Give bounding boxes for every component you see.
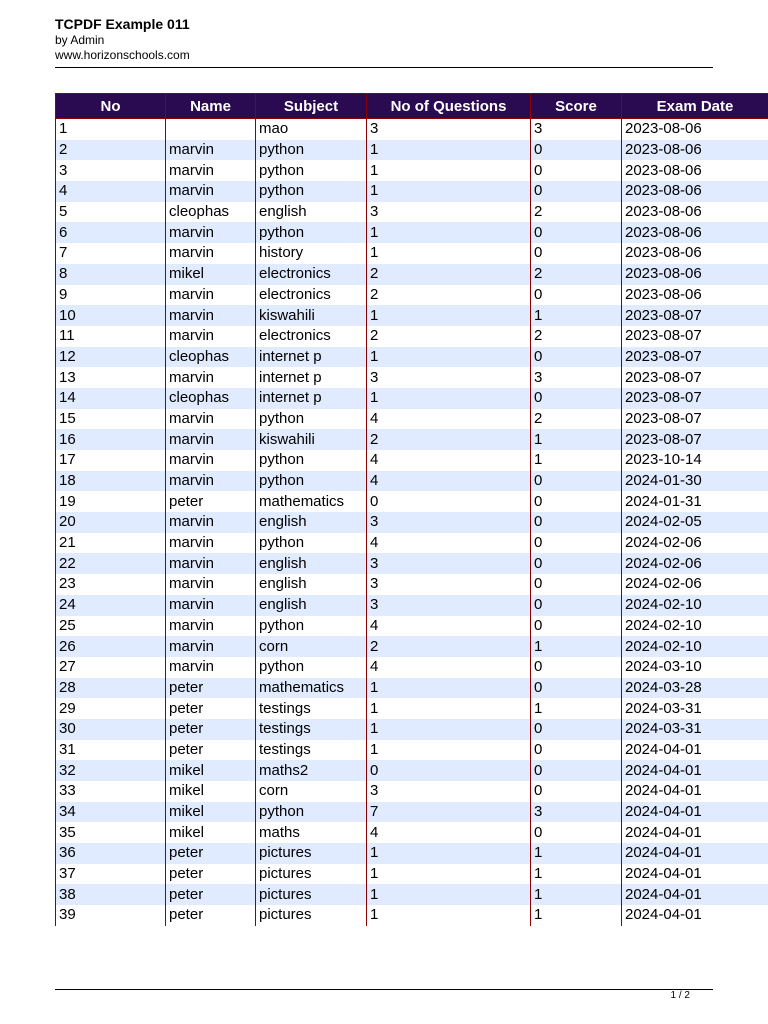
cell-no: 21 [56, 533, 166, 554]
cell-score: 2 [531, 409, 622, 430]
cell-score: 0 [531, 781, 622, 802]
table-row [56, 781, 768, 802]
cell-exam-date: 2024-04-01 [622, 760, 768, 781]
cell-exam-date: 2023-08-06 [622, 181, 768, 202]
cell-subject: electronics [256, 285, 367, 306]
cell-score: 3 [531, 367, 622, 388]
cell-no: 14 [56, 388, 166, 409]
cell-name: marvin [166, 409, 256, 430]
document-website: www.horizonschools.com [55, 48, 190, 62]
cell-no: 11 [56, 326, 166, 347]
cell-no: 23 [56, 574, 166, 595]
cell-name: peter [166, 864, 256, 885]
cell-questions: 3 [367, 574, 531, 595]
cell-score: 1 [531, 305, 622, 326]
document-author: by Admin [55, 33, 105, 47]
cell-subject: internet p [256, 367, 367, 388]
cell-exam-date: 2023-08-07 [622, 305, 768, 326]
cell-name: marvin [166, 657, 256, 678]
cell-exam-date: 2023-08-06 [622, 285, 768, 306]
table-row [56, 595, 768, 616]
cell-subject: internet p [256, 347, 367, 368]
column-header-exam-date: Exam Date [622, 94, 768, 119]
cell-subject: pictures [256, 884, 367, 905]
table-row [56, 264, 768, 285]
cell-exam-date: 2023-08-07 [622, 347, 768, 368]
cell-exam-date: 2024-03-10 [622, 657, 768, 678]
table-row [56, 388, 768, 409]
cell-no: 17 [56, 450, 166, 471]
cell-questions: 2 [367, 429, 531, 450]
cell-score: 1 [531, 636, 622, 657]
cell-no: 35 [56, 822, 166, 843]
cell-no: 1 [56, 119, 166, 140]
cell-questions: 3 [367, 781, 531, 802]
cell-subject: english [256, 512, 367, 533]
cell-no: 37 [56, 864, 166, 885]
cell-no: 22 [56, 553, 166, 574]
table-row [56, 367, 768, 388]
cell-exam-date: 2024-03-28 [622, 678, 768, 699]
cell-name: mikel [166, 822, 256, 843]
cell-subject: python [256, 140, 367, 161]
header-divider [55, 67, 713, 68]
cell-score: 0 [531, 160, 622, 181]
cell-questions: 1 [367, 864, 531, 885]
cell-subject: corn [256, 781, 367, 802]
table-row [56, 678, 768, 699]
cell-name: marvin [166, 326, 256, 347]
cell-no: 8 [56, 264, 166, 285]
table-row [56, 843, 768, 864]
cell-no: 3 [56, 160, 166, 181]
table-row [56, 822, 768, 843]
cell-score: 1 [531, 864, 622, 885]
cell-subject: mao [256, 119, 367, 140]
cell-name: marvin [166, 140, 256, 161]
cell-name: peter [166, 843, 256, 864]
cell-exam-date: 2023-10-14 [622, 450, 768, 471]
cell-subject: maths2 [256, 760, 367, 781]
document-title: TCPDF Example 011 [55, 16, 190, 32]
cell-no: 30 [56, 719, 166, 740]
cell-exam-date: 2024-04-01 [622, 884, 768, 905]
cell-subject: english [256, 595, 367, 616]
cell-name: mikel [166, 802, 256, 823]
cell-score: 0 [531, 616, 622, 637]
table-row [56, 285, 768, 306]
table-row [56, 305, 768, 326]
cell-exam-date: 2024-01-31 [622, 491, 768, 512]
table-row [56, 760, 768, 781]
table-row [56, 222, 768, 243]
cell-score: 0 [531, 181, 622, 202]
cell-questions: 1 [367, 719, 531, 740]
cell-subject: electronics [256, 264, 367, 285]
cell-no: 6 [56, 222, 166, 243]
table-row [56, 140, 768, 161]
cell-subject: python [256, 471, 367, 492]
cell-name: marvin [166, 285, 256, 306]
cell-no: 36 [56, 843, 166, 864]
table-row [56, 740, 768, 761]
cell-no: 4 [56, 181, 166, 202]
cell-subject: testings [256, 719, 367, 740]
table-row [56, 243, 768, 264]
cell-name: marvin [166, 574, 256, 595]
cell-subject: python [256, 616, 367, 637]
cell-name: marvin [166, 616, 256, 637]
cell-name: marvin [166, 450, 256, 471]
cell-questions: 1 [367, 140, 531, 161]
cell-no: 28 [56, 678, 166, 699]
cell-questions: 4 [367, 616, 531, 637]
table-row [56, 905, 768, 926]
table-row [56, 160, 768, 181]
cell-questions: 3 [367, 202, 531, 223]
cell-subject: python [256, 533, 367, 554]
cell-name: peter [166, 740, 256, 761]
cell-no: 16 [56, 429, 166, 450]
cell-name: mikel [166, 781, 256, 802]
footer-divider [55, 989, 713, 990]
cell-questions: 1 [367, 347, 531, 368]
cell-questions: 1 [367, 388, 531, 409]
cell-score: 0 [531, 471, 622, 492]
table-row [56, 698, 768, 719]
table-row [56, 202, 768, 223]
table-row [56, 864, 768, 885]
cell-name: peter [166, 678, 256, 699]
cell-score: 2 [531, 202, 622, 223]
cell-no: 25 [56, 616, 166, 637]
cell-subject: history [256, 243, 367, 264]
cell-questions: 1 [367, 222, 531, 243]
column-header-name: Name [166, 94, 256, 119]
cell-questions: 1 [367, 243, 531, 264]
cell-subject: python [256, 802, 367, 823]
cell-name: marvin [166, 243, 256, 264]
cell-score: 0 [531, 533, 622, 554]
cell-name: marvin [166, 160, 256, 181]
cell-no: 26 [56, 636, 166, 657]
cell-score: 0 [531, 243, 622, 264]
cell-questions: 2 [367, 326, 531, 347]
cell-questions: 1 [367, 843, 531, 864]
cell-subject: mathematics [256, 491, 367, 512]
cell-name: cleophas [166, 202, 256, 223]
cell-score: 0 [531, 222, 622, 243]
cell-questions: 2 [367, 285, 531, 306]
cell-no: 9 [56, 285, 166, 306]
cell-subject: electronics [256, 326, 367, 347]
column-header-questions: No of Questions [367, 94, 531, 119]
cell-name: mikel [166, 264, 256, 285]
cell-no: 27 [56, 657, 166, 678]
cell-name: marvin [166, 595, 256, 616]
cell-score: 0 [531, 491, 622, 512]
cell-score: 1 [531, 450, 622, 471]
cell-exam-date: 2024-02-05 [622, 512, 768, 533]
table-row [56, 119, 768, 140]
cell-score: 2 [531, 264, 622, 285]
cell-questions: 3 [367, 595, 531, 616]
table-row [56, 636, 768, 657]
cell-subject: python [256, 222, 367, 243]
cell-exam-date: 2024-03-31 [622, 698, 768, 719]
cell-exam-date: 2024-02-10 [622, 595, 768, 616]
cell-subject: english [256, 574, 367, 595]
cell-score: 3 [531, 802, 622, 823]
cell-exam-date: 2024-02-06 [622, 553, 768, 574]
cell-score: 0 [531, 740, 622, 761]
cell-exam-date: 2023-08-06 [622, 264, 768, 285]
table-row [56, 512, 768, 533]
cell-questions: 3 [367, 367, 531, 388]
cell-subject: kiswahili [256, 429, 367, 450]
cell-subject: maths [256, 822, 367, 843]
cell-questions: 3 [367, 512, 531, 533]
table-row [56, 409, 768, 430]
cell-score: 1 [531, 843, 622, 864]
cell-no: 12 [56, 347, 166, 368]
cell-no: 24 [56, 595, 166, 616]
cell-score: 0 [531, 285, 622, 306]
cell-no: 29 [56, 698, 166, 719]
cell-subject: python [256, 160, 367, 181]
table-row [56, 802, 768, 823]
table-header-row [56, 94, 768, 119]
cell-score: 2 [531, 326, 622, 347]
cell-subject: testings [256, 698, 367, 719]
cell-exam-date: 2024-04-01 [622, 822, 768, 843]
table-row [56, 326, 768, 347]
cell-questions: 4 [367, 533, 531, 554]
cell-score: 0 [531, 347, 622, 368]
exam-results-table [55, 93, 768, 926]
cell-exam-date: 2024-02-06 [622, 574, 768, 595]
cell-exam-date: 2024-02-10 [622, 636, 768, 657]
cell-questions: 1 [367, 698, 531, 719]
cell-subject: pictures [256, 843, 367, 864]
cell-no: 39 [56, 905, 166, 926]
cell-exam-date: 2024-04-01 [622, 781, 768, 802]
cell-score: 0 [531, 512, 622, 533]
cell-exam-date: 2024-01-30 [622, 471, 768, 492]
table-row [56, 181, 768, 202]
cell-no: 34 [56, 802, 166, 823]
cell-no: 38 [56, 884, 166, 905]
cell-questions: 2 [367, 264, 531, 285]
cell-subject: pictures [256, 905, 367, 926]
cell-exam-date: 2023-08-06 [622, 202, 768, 223]
cell-subject: pictures [256, 864, 367, 885]
cell-questions: 4 [367, 409, 531, 430]
table-row [56, 884, 768, 905]
cell-exam-date: 2023-08-07 [622, 367, 768, 388]
table-row [56, 450, 768, 471]
cell-no: 31 [56, 740, 166, 761]
cell-questions: 1 [367, 160, 531, 181]
cell-exam-date: 2023-08-07 [622, 326, 768, 347]
cell-name: cleophas [166, 347, 256, 368]
cell-name: cleophas [166, 388, 256, 409]
cell-name: marvin [166, 512, 256, 533]
cell-exam-date: 2023-08-06 [622, 119, 768, 140]
cell-questions: 4 [367, 471, 531, 492]
cell-score: 0 [531, 678, 622, 699]
column-header-subject: Subject [256, 94, 367, 119]
cell-exam-date: 2024-04-01 [622, 802, 768, 823]
cell-exam-date: 2024-04-01 [622, 843, 768, 864]
cell-score: 1 [531, 698, 622, 719]
cell-exam-date: 2023-08-06 [622, 243, 768, 264]
cell-no: 13 [56, 367, 166, 388]
cell-exam-date: 2024-04-01 [622, 740, 768, 761]
cell-name: marvin [166, 305, 256, 326]
cell-exam-date: 2024-02-06 [622, 533, 768, 554]
cell-score: 1 [531, 429, 622, 450]
cell-score: 3 [531, 119, 622, 140]
cell-score: 0 [531, 760, 622, 781]
cell-subject: corn [256, 636, 367, 657]
cell-subject: python [256, 409, 367, 430]
column-header-no: No [56, 94, 166, 119]
cell-questions: 0 [367, 491, 531, 512]
cell-no: 33 [56, 781, 166, 802]
cell-subject: kiswahili [256, 305, 367, 326]
table-row [56, 491, 768, 512]
cell-exam-date: 2024-04-01 [622, 864, 768, 885]
cell-score: 0 [531, 822, 622, 843]
cell-name: peter [166, 491, 256, 512]
cell-questions: 1 [367, 905, 531, 926]
cell-name: marvin [166, 181, 256, 202]
cell-exam-date: 2023-08-06 [622, 140, 768, 161]
cell-no: 5 [56, 202, 166, 223]
cell-exam-date: 2024-04-01 [622, 905, 768, 926]
cell-name: marvin [166, 367, 256, 388]
cell-name: peter [166, 719, 256, 740]
table-body [56, 119, 768, 926]
cell-subject: internet p [256, 388, 367, 409]
cell-subject: python [256, 181, 367, 202]
cell-score: 0 [531, 595, 622, 616]
cell-name: marvin [166, 533, 256, 554]
cell-subject: english [256, 202, 367, 223]
cell-score: 0 [531, 657, 622, 678]
cell-score: 1 [531, 884, 622, 905]
cell-subject: testings [256, 740, 367, 761]
cell-no: 20 [56, 512, 166, 533]
cell-score: 1 [531, 905, 622, 926]
cell-questions: 1 [367, 181, 531, 202]
cell-score: 0 [531, 140, 622, 161]
cell-subject: mathematics [256, 678, 367, 699]
cell-subject: python [256, 657, 367, 678]
cell-questions: 3 [367, 119, 531, 140]
cell-score: 0 [531, 388, 622, 409]
cell-subject: python [256, 450, 367, 471]
cell-questions: 1 [367, 884, 531, 905]
cell-questions: 4 [367, 657, 531, 678]
cell-score: 0 [531, 719, 622, 740]
table-row [56, 429, 768, 450]
table-row [56, 533, 768, 554]
page-header [55, 16, 713, 63]
cell-name: peter [166, 698, 256, 719]
cell-no: 7 [56, 243, 166, 264]
cell-name: marvin [166, 553, 256, 574]
cell-name: mikel [166, 760, 256, 781]
cell-exam-date: 2023-08-07 [622, 429, 768, 450]
table-row [56, 616, 768, 637]
cell-questions: 1 [367, 678, 531, 699]
cell-questions: 0 [367, 760, 531, 781]
cell-no: 2 [56, 140, 166, 161]
table-row [56, 471, 768, 492]
cell-questions: 1 [367, 740, 531, 761]
cell-questions: 2 [367, 636, 531, 657]
cell-no: 18 [56, 471, 166, 492]
cell-name: peter [166, 884, 256, 905]
cell-questions: 4 [367, 822, 531, 843]
cell-questions: 4 [367, 450, 531, 471]
cell-no: 32 [56, 760, 166, 781]
cell-name [166, 119, 256, 140]
cell-no: 19 [56, 491, 166, 512]
cell-subject: english [256, 553, 367, 574]
cell-exam-date: 2023-08-06 [622, 160, 768, 181]
cell-score: 0 [531, 553, 622, 574]
cell-name: marvin [166, 636, 256, 657]
cell-exam-date: 2023-08-07 [622, 409, 768, 430]
cell-exam-date: 2024-03-31 [622, 719, 768, 740]
cell-questions: 7 [367, 802, 531, 823]
cell-exam-date: 2023-08-07 [622, 388, 768, 409]
cell-name: marvin [166, 222, 256, 243]
column-header-score: Score [531, 94, 622, 119]
cell-no: 10 [56, 305, 166, 326]
table-row [56, 347, 768, 368]
cell-name: peter [166, 905, 256, 926]
cell-questions: 1 [367, 305, 531, 326]
cell-questions: 3 [367, 553, 531, 574]
cell-exam-date: 2023-08-06 [622, 222, 768, 243]
table-row [56, 719, 768, 740]
table-row [56, 574, 768, 595]
table-row [56, 553, 768, 574]
cell-name: marvin [166, 471, 256, 492]
cell-no: 15 [56, 409, 166, 430]
table-row [56, 657, 768, 678]
cell-score: 0 [531, 574, 622, 595]
cell-exam-date: 2024-02-10 [622, 616, 768, 637]
cell-name: marvin [166, 429, 256, 450]
page-number: 1 / 2 [670, 990, 690, 1001]
